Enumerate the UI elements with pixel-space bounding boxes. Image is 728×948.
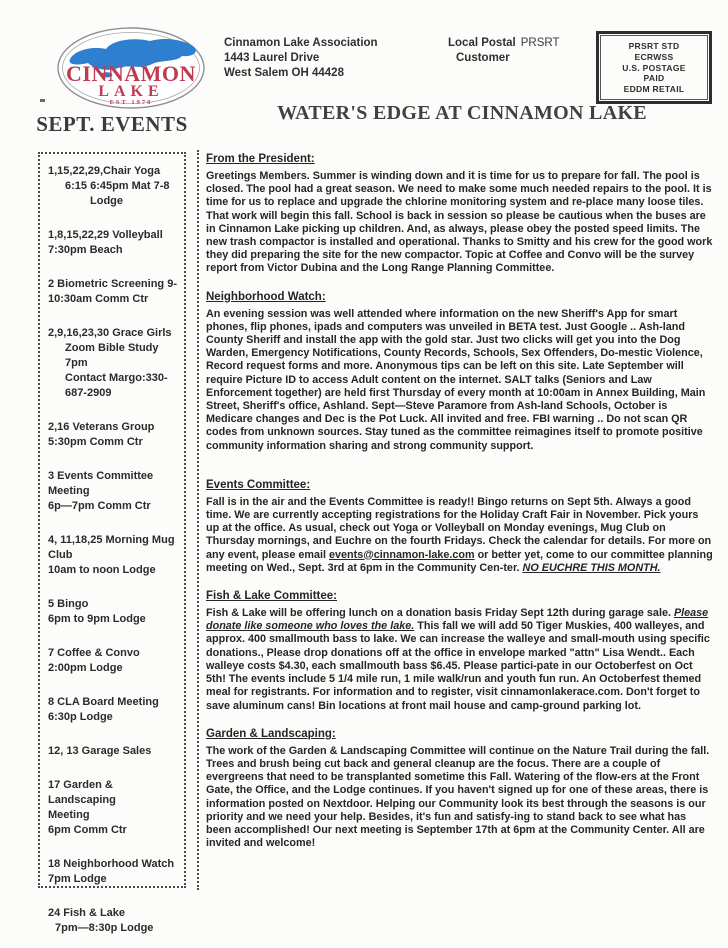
postal-customer-block [448,36,560,66]
event-line: 6:30p Lodge [48,711,113,723]
event-item [48,469,180,514]
address-line: Cinnamon Lake Association [224,37,378,49]
event-line: Lodge [90,195,123,207]
events-sidebar-title: SEPT. EVENTS [36,112,188,136]
event-line: 5 Bingo [48,598,89,610]
paragraph [206,496,713,575]
text-run: NO EUCHRE THIS MONTH. [522,561,661,574]
event-item [48,326,180,401]
event-line: Contact Margo:330-687-2909 [65,372,168,399]
section-heading: Fish & Lake Committee: [206,590,337,603]
section-heading: Garden & Landscaping: [206,727,336,740]
logo-name-bottom: LAKE [98,83,164,100]
event-line: 2,16 Veterans Group [48,421,155,433]
event-line: 12, 13 Garage Sales [48,745,152,757]
scan-speck [40,99,45,102]
paragraph [206,607,713,713]
event-line: 6p—7pm Comm Ctr [48,500,151,512]
section-heading: From the President: [206,153,315,165]
association-address [224,36,378,81]
indicia-line: PRSRT STD [628,41,680,51]
event-item [48,778,180,838]
logo-est: EST 1970 [109,99,153,106]
section-heading: Neighborhood Watch: [206,290,326,303]
event-line: 18 Neighborhood Watch [48,858,175,870]
event-line: 7pm—8:30p Lodge [55,922,154,934]
event-line: 4, 11,18,25 Morning Mug Club [48,534,175,561]
event-item [48,533,180,578]
event-item [48,228,180,258]
event-line: 8 CLA Board Meeting [48,696,159,708]
event-line: 7:30pm Beach [48,244,123,256]
event-line: 10:30am Comm Ctr [48,293,149,305]
email-link: events@cinnamon-lake.com [329,548,475,561]
event-line: 5:30pm Comm Ctr [48,436,143,448]
event-line: 6pm to 9pm Lodge [48,613,146,625]
newsletter-body [197,150,713,890]
indicia-line: PAID [643,73,665,84]
indicia-line: U.S. POSTAGE [622,62,686,73]
text-run: This fall we will add 50 Tiger Muskies, 400 walleyes, and approx. 400 smallmouth bass to lake. We can increase the walleye and small-mouth using specific donations., Please drop donations off at the office in envelope marked "attn" Lisa Wendt.. Each walleye costs $4.30, each smallmouth bass $6.45. Please partici-pate in our Octoberfest on Oct 5th! The events include 5 1/4 mile run, 1 mile walk/run and youth fun run. An Octoberfest themed meal for registrants. For information and to register, visit cinnamonlakerace.com. Don't forget to save aluminum cans! Bin locations at front mail house and camp-ground parking lot. [206,620,710,712]
event-item [48,646,180,676]
paragraph [206,170,713,276]
event-item [48,744,180,759]
cinnamon-lake-logo [56,26,206,110]
event-line: Zoom Bible Study 7pm [65,342,159,369]
event-line: Meeting [48,809,90,821]
newsletter-title: WATER'S EDGE AT CINNAMON LAKE [277,102,647,124]
postage-indicia [596,31,712,104]
paragraph [206,745,713,851]
events-sidebar [38,152,186,934]
text-run: Fish & Lake will be offering lunch on a donation basis Friday Sept 12th during garage sale. [206,607,674,620]
event-item [48,277,180,307]
text-run: The work of the Garden & Landscaping Committee will continue on the Nature Trail during the fall. Trees and brush being cut back and general cleanup are the focus. There are a couple of evergreens that need to be transplanted sometime this Fall. Watering of the flow-ers at the Front Gate, the Office, and the Lodge continues. If you haven't signed up for one of these areas, there is information posted on Nextdoor. Helping our Community look its best through the seasons is our priority and we need your help. Besides, it's fun and satisfy-ing to stand back to see what has been accomplished! Our next meeting is September 17th at 6pm at the Community Center. All are invited and welcome! [206,744,710,850]
event-line: 1,8,15,22,29 Volleyball [48,229,163,241]
logo-name-top: CINNAMON [66,61,196,86]
event-line: 2 Biometric Screening 9- [48,278,177,290]
event-item [48,857,180,887]
event-line: 3 Events Committee Meeting [48,470,154,497]
event-item [48,164,180,209]
event-item [48,695,180,725]
event-line: 17 Garden & Landscaping [48,779,116,806]
address-line: 1443 Laurel Drive [224,52,320,64]
event-item [48,906,180,936]
event-item [48,420,180,450]
text-run: or better yet, come to our committee planning meeting on Wed., Sept. 3rd at 6pm in the Community Cen-ter. [206,548,713,574]
event-line: 6:15 6:45pm Mat 7-8 [65,180,170,192]
event-line: 2,9,16,23,30 Grace Girls [48,327,172,339]
text-run: Please donate like someone who loves the lake. [206,607,709,633]
section-heading: Events Committee: [206,478,311,491]
event-line: 1,15,22,29,Chair Yoga [48,165,161,177]
paragraph [206,308,713,453]
event-line: 10am to noon Lodge [48,564,156,576]
postal-label: Local Postal [448,37,516,49]
event-item [48,597,180,627]
indicia-line: EDDM RETAIL [623,84,685,95]
address-line: West Salem OH 44428 [224,67,344,79]
text-run: An evening session was well attended where information on the new Sheriff's App for smart phones, flip phones, ipads and computers was unveiled in BETA test. Just Google .. Ash-land County Sheriff and install the app with the gold star. Just two clicks will get you into the Dog Warden, Emergency Notifications, County Records, Schools, Sex Offenders, Do-mestic Violence, Record request forms and more. Anonymous tips can be left on this site. Late September will require Picture ID to access Adult content on the internet. SALT talks (Seniors and Law Enforcement together) are held first Thursday of every month at 10:00am in Annex Building, Main Street, Sheriff's office, Ashland. Sept—Steve Paramore from Ash-land Schools, October is Medicare changes and Dec is the Pot Luck. All invited and free. FBI warning .. Do not scan QR codes from unknown sources. Stay tuned as the committee reimagines itself to promote positive community information sharing and strong community support. [206,307,706,452]
event-line: 2:00pm Lodge [48,662,123,674]
event-line: 24 Fish & Lake [48,907,126,919]
text-run: Fall is in the air and the Events Committee is ready!! Bingo returns on Sept 5th. Always a good time. We are currently accepting registrations for the Holiday Craft Fair in November. Pick yours up at the office. As usual, check out Yoga or Volleyball on Monday evenings, Mug Club on Thursday mornings, and Euchre on the fourth Fridays. Check the calendar for details. For more on any event, please email [206,495,712,561]
text-run: Greetings Members. Summer is winding down and it is time for us to prepare for fall. The pool is closed. The pool had a great season. We need to make some much needed repairs to the pool. It is time for us to replace and upgrade the chlorine monitoring system and re-place many loose tiles. That work will begin this fall. School is back in session so please be cautious when the buses are in Cinnamon Lake picking up children. And, as always, please obey the posted speed limits. The new trash compactor is installed and operational. Thanks to Smitty and his crew for the good work they did preparing the site for the new compactor. Topic at Coffee and Convo will be the survey report from Victor Dubina and the Long Range Planning Committee. [206,170,713,275]
indicia-line: ECRWSS [634,51,674,62]
event-line: 6pm Comm Ctr [48,824,127,836]
event-line: 7 Coffee & Convo [48,647,140,659]
postal-value: PRSRT [520,37,560,49]
event-line: 7pm Lodge [48,873,107,885]
postal-customer-label: Customer [456,52,510,64]
